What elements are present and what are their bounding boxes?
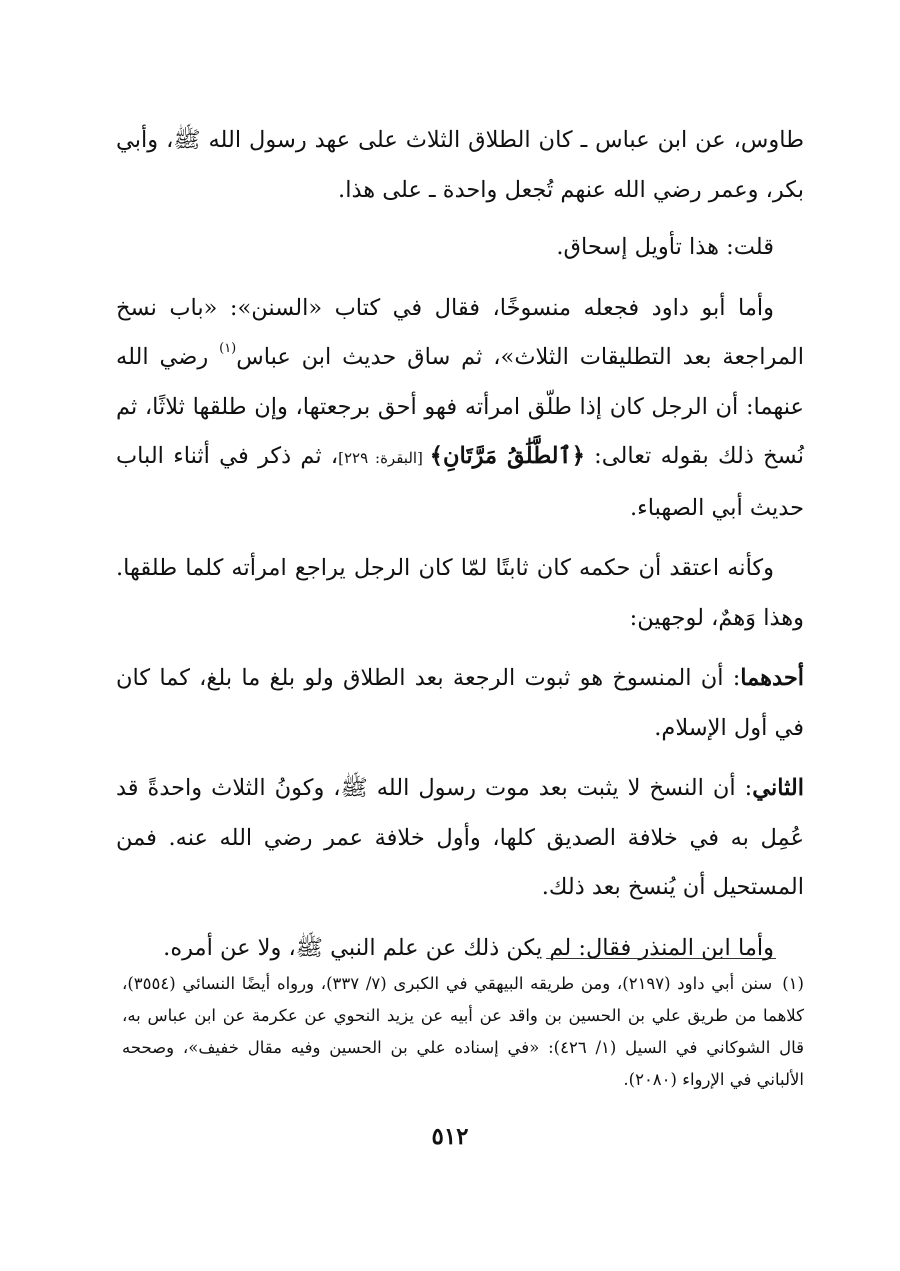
paragraph-4: وكأنه اعتقد أن حكمه كان ثابتًا لمّا كان الرجل يراجع امرأته كلما طلقها. وهذا وَهمٌ، لوجهين: [116,555,804,631]
paragraph-1: طاوس، عن ابن عباس ـ كان الطلاق الثلاث على عهد رسول الله ﷺ، وأبي بكر، وعمر رضي الله عنهم تُجعل واحدة ـ على هذا. [116,127,804,203]
quran-verse: ﴿ٱلطَّلَٰقُ مَرَّتَانِ﴾ [429,443,585,469]
paragraph-5 [116,654,804,753]
main-text [116,116,804,984]
paragraph-6-text: : أن النسخ لا يثبت بعد موت رسول الله ﷺ، وكونُ الثلاث واحدةً قد عُمِل به في خلافة الصديق كلها، وأول خلافة عمر رضي الله عنه. فمن المستحيل أن يُنسخ بعد ذلك. [116,775,804,900]
page-number: ٥١٢ [431,1123,469,1150]
paragraph-3-part-b: رضي الله عنهما: أن الرجل كان إذا طلّق امرأته فهو أحق برجعتها، وإن طلقها ثلاثًا، ثم نُسخ ذلك بقوله تعالى: [116,344,804,469]
paragraph-3-part-a: وأما أبو داود فجعله منسوخًا، فقال في كتاب «السنن»: «باب نسخ المراجعة بعد التطليقات الثلاث»، ثم ساق حديث ابن عباس [116,294,804,370]
paragraph-3-part-c: ، ثم ذكر في أثناء الباب حديث أبي الصهباء. [116,443,804,521]
paragraph-7: وأما ابن المنذر فقال: لم يكن ذلك عن علم النبي ﷺ، ولا عن أمره. [163,934,774,961]
paragraph-6-lead: الثاني [752,775,804,801]
verse-reference: [البقرة: ٢٢٩] [338,449,430,467]
footnote-divider [546,958,776,959]
footnote-text: سنن أبي داود (٢١٩٧)، ومن طريقه البيهقي في الكبرى (٧/ ٣٣٧)، ورواه أيضًا النسائي (٣٥٥٤)، كلاهما من طريق علي بن الحسين بن واقد عن أبيه عن يزيد النحوي عن عكرمة عن ابن عباس به، قال الشوكاني في السيل (١/ ٤٢٦): «في إسناده علي بن الحسين وفيه مقال خفيف»، وصححه الألباني في الإرواء (٢٠٨٠). [122,974,804,1089]
paragraph-5-text: : أن المنسوخ هو ثبوت الرجعة بعد الطلاق ولو بلغ ما بلغ، كما كان في أول الإسلام. [116,665,804,741]
paragraph-5-lead: أحدهما [740,665,804,691]
footnote-1 [122,968,804,1096]
footnote-reference[interactable]: (١) [219,341,237,356]
footnotes [122,968,804,1096]
paragraph-3 [116,284,804,534]
footnote-number: (١) [782,974,804,993]
paragraph-2: قلت: هذا تأويل إسحاق. [556,234,774,260]
paragraph-6 [116,764,804,913]
